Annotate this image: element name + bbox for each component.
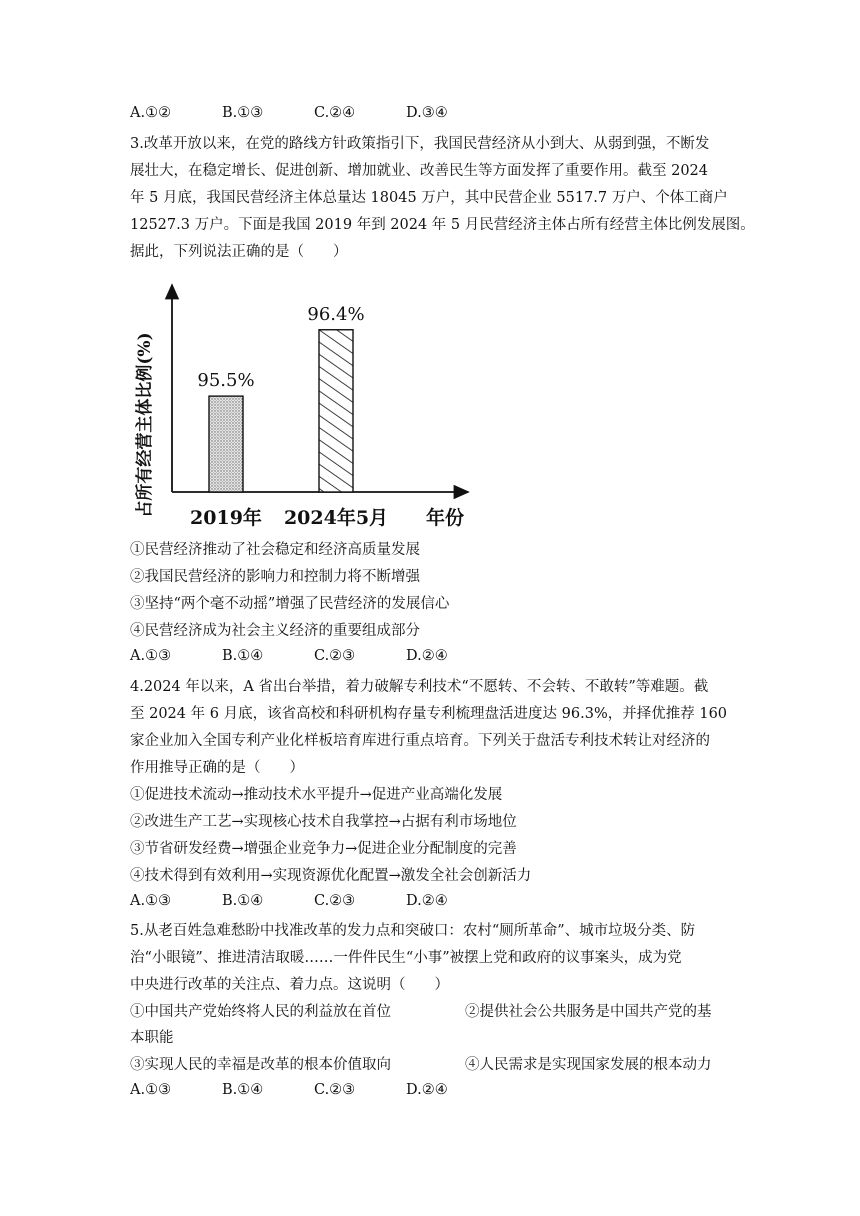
q5-stem-line: 5.从老百姓急难愁盼中找准改革的发力点和突破口：农村“厕所革命”、城市垃圾分类、防 [130,923,696,939]
q5-stem-line: 中央进行改革的关注点、着力点。这说明（ ） [130,977,449,993]
q2-option-b[interactable]: B.①③ [222,105,264,121]
q4-option-a[interactable]: A.①③ [130,893,172,909]
q4-option-c[interactable]: C.②③ [314,893,356,909]
x-axis-label: 年份 [425,507,465,529]
q4-option-b[interactable]: B.①④ [222,893,264,909]
q3-stem-line: 年 5 月底，我国民营经济主体总量达 18045 万户，其中民营企业 5517.7 万户、个体工商户 [130,190,728,206]
q5-option-a[interactable]: A.①③ [130,1082,172,1098]
q5-statement-4: ④人民需求是实现国家发展的根本动力 [465,1057,712,1073]
q5-option-c[interactable]: C.②③ [314,1082,356,1098]
q5-stem-line: 治“小眼镜”、推进清洁取暖……一件件民生“小事”被摆上党和政府的议事案头，成为党 [130,950,682,966]
q4-statement-4: ④技术得到有效利用→实现资源优化配置→激发全社会创新活力 [130,868,532,884]
category-label-1: 2024年5月 [283,507,389,529]
q2-option-c[interactable]: C.②④ [314,105,356,121]
q4-option-d[interactable]: D.②④ [406,893,448,909]
q4-statement-3: ③节省研发经费→增强企业竞争力→促进企业分配制度的完善 [130,841,517,857]
bars-group [190,304,388,529]
q4-stem-line: 家企业加入全国专利产业化样板培育库进行重点培育。下列关于盘活专利技术转让对经济的 [130,733,710,749]
q3-statement-4: ④民营经济成为社会主义经济的重要组成部分 [130,623,420,639]
data-label-1: 96.4% [307,303,365,325]
q3-option-c[interactable]: C.②③ [314,648,356,664]
q4-statement-2: ②改进生产工艺→实现核心技术自我掌控→占据有利市场地位 [130,814,517,830]
q2-options [130,105,498,121]
q5-option-d[interactable]: D.②④ [406,1082,448,1098]
q3-option-b[interactable]: B.①④ [222,648,264,664]
q3-stem-line: 12527.3 万户。下面是我国 2019 年到 2024 年 5 月民营经济主体占所有经营主体比例发展图。 [130,217,755,233]
q3-statement-3: ③坚持“两个毫不动摇”增强了民营经济的发展信心 [130,596,450,612]
q3-statement-2: ②我国民营经济的影响力和控制力将不断增强 [130,569,420,585]
bar-1 [319,330,353,492]
q5-statement-2-cont: 本职能 [130,1030,174,1046]
q4-stem-line: 作用推导正确的是（ ） [130,760,304,776]
q5-option-b[interactable]: B.①④ [222,1082,264,1098]
y-axis-label: 占所有经营主体比例(%) [135,332,155,518]
q2-option-a[interactable]: A.①② [130,105,172,121]
q5-statement-3: ③实现人民的幸福是改革的根本价值取向 [130,1057,391,1073]
q3-statement-1: ①民营经济推动了社会稳定和经济高质量发展 [130,542,420,558]
bar-0 [209,396,243,492]
q3-stem-line: 据此，下列说法正确的是（ ） [130,244,348,260]
q3-option-a[interactable]: A.①③ [130,648,172,664]
q4-stem-line: 至 2024 年 6 月底，该省高校和科研机构存量专利梳理盘活进度达 96.3%，并择优推荐 160 [130,706,728,722]
bar-chart [118,275,488,530]
q3-stem-line: 3.改革开放以来，在党的路线方针政策指引下，我国民营经济从小到大、从弱到强，不断发 [130,136,710,152]
data-label-0: 95.5% [197,370,255,392]
q4-options [130,893,498,909]
q5-statement-1: ①中国共产党始终将人民的利益放在首位 [130,1004,391,1020]
q5-statement-2: ②提供社会公共服务是中国共产党的基 [465,1004,712,1020]
q3-options [130,648,498,664]
q3-stem-line: 展壮大，在稳定增长、促进创新、增加就业、改善民生等方面发挥了重要作用。截至 2024 [130,163,709,179]
q4-stem-line: 4.2024 年以来，A 省出台举措，着力破解专利技术“不愿转、不会转、不敢转”等难题。截 [130,679,709,695]
category-label-0: 2019年 [190,507,262,529]
q2-option-d[interactable]: D.③④ [406,105,448,121]
q3-option-d[interactable]: D.②④ [406,648,448,664]
q5-options [130,1082,498,1098]
q4-statement-1: ①促进技术流动→推动技术水平提升→促进产业高端化发展 [130,787,503,803]
